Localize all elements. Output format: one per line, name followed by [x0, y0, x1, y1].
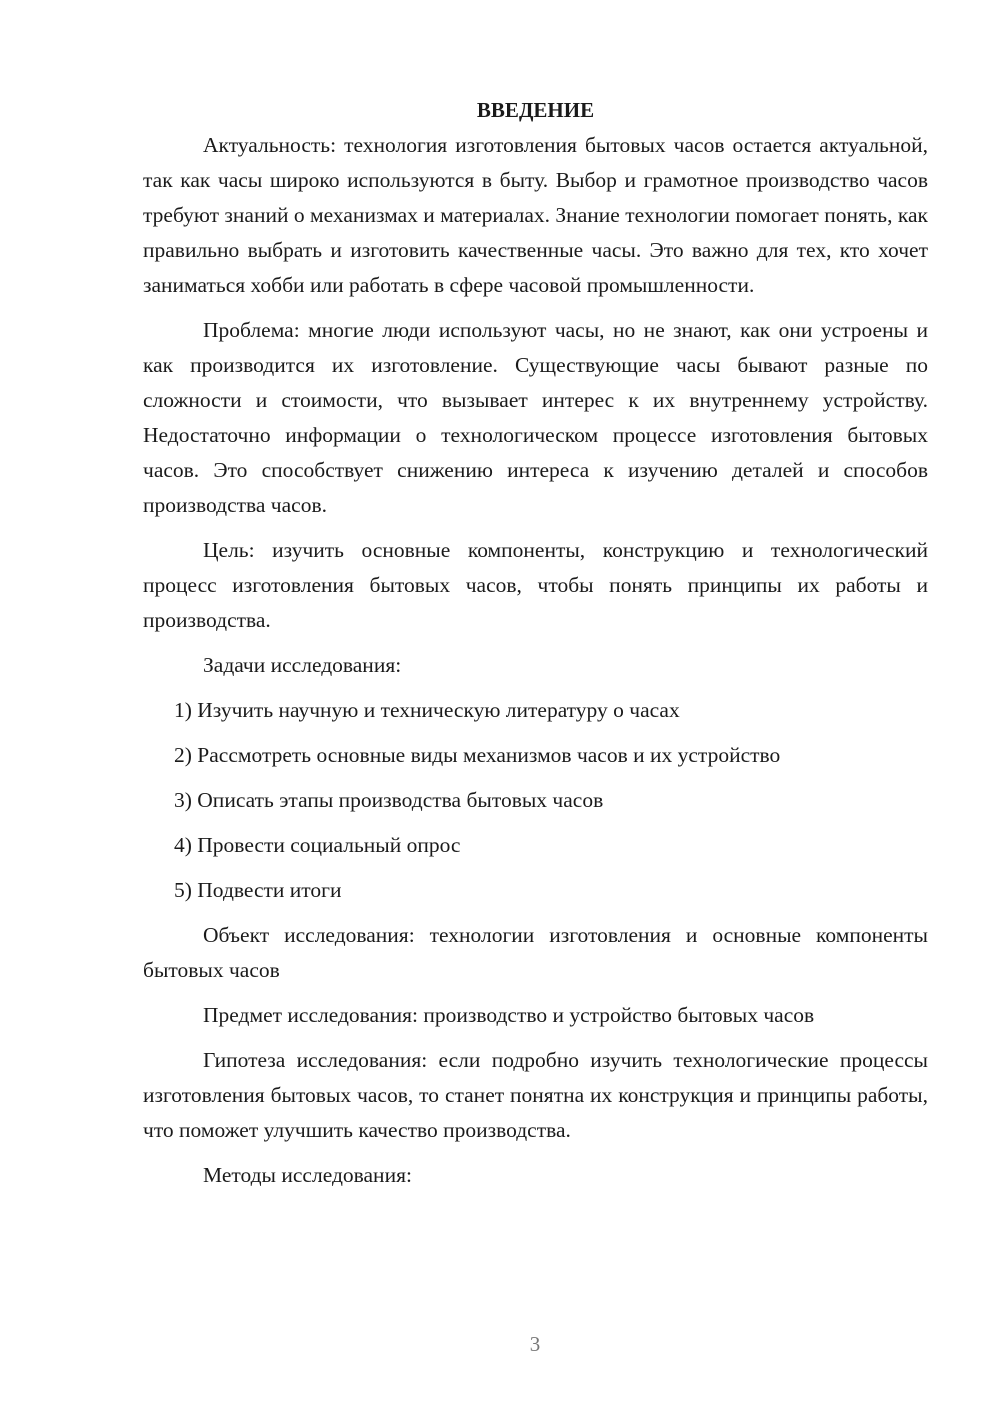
paragraph-relevance: Актуальность: технология изготовления бытовых часов остается актуальной, так как часы широко используются в быту. Выбор и грамотное производство часов требуют знаний о механизмах и материалах. Знание технологии помогает понять, как правильно выбрать и изготовить качественные часы. Это важно для тех, кто хочет заниматься хобби или работать в сфере часовой промышленности. [143, 133, 928, 297]
list-item: 3) Описать этапы производства бытовых часов [174, 788, 604, 812]
paragraph-goal: Цель: изучить основные компоненты, конструкцию и технологический процесс изготовления бытовых часов, чтобы понять принципы их работы и производства. [143, 538, 928, 632]
tasks-list [143, 693, 928, 908]
list-item: 1) Изучить научную и техническую литературу о часах [174, 698, 680, 722]
document-body [143, 92, 928, 1203]
paragraph-object: Объект исследования: технологии изготовления и основные компоненты бытовых часов [143, 923, 928, 982]
paragraph-hypothesis: Гипотеза исследования: если подробно изучить технологические процессы изготовления бытовых часов, то станет понятна их конструкция и принципы работы, что поможет улучшить качество производства. [143, 1048, 928, 1142]
tasks-title: Задачи исследования: [203, 653, 402, 677]
page-title: ВВЕДЕНИЕ [476, 98, 595, 122]
list-item: 2) Рассмотреть основные виды механизмов часов и их устройство [174, 743, 781, 767]
list-item: 5) Подвести итоги [174, 878, 342, 902]
list-item: 4) Провести социальный опрос [174, 833, 461, 857]
page-number: 3 [529, 1332, 541, 1356]
paragraph-subject: Предмет исследования: производство и устройство бытовых часов [203, 1003, 815, 1027]
paragraph-problem: Проблема: многие люди используют часы, но не знают, как они устроены и как производится их изготовление. Существующие часы бывают разные по сложности и стоимости, что вызывает интерес к их внутреннему устройству. Недостаточно информации о технологическом процессе изготовления бытовых часов. Это способствует снижению интереса к изучению деталей и способов производства часов. [143, 318, 928, 517]
methods-title: Методы исследования: [203, 1163, 412, 1187]
